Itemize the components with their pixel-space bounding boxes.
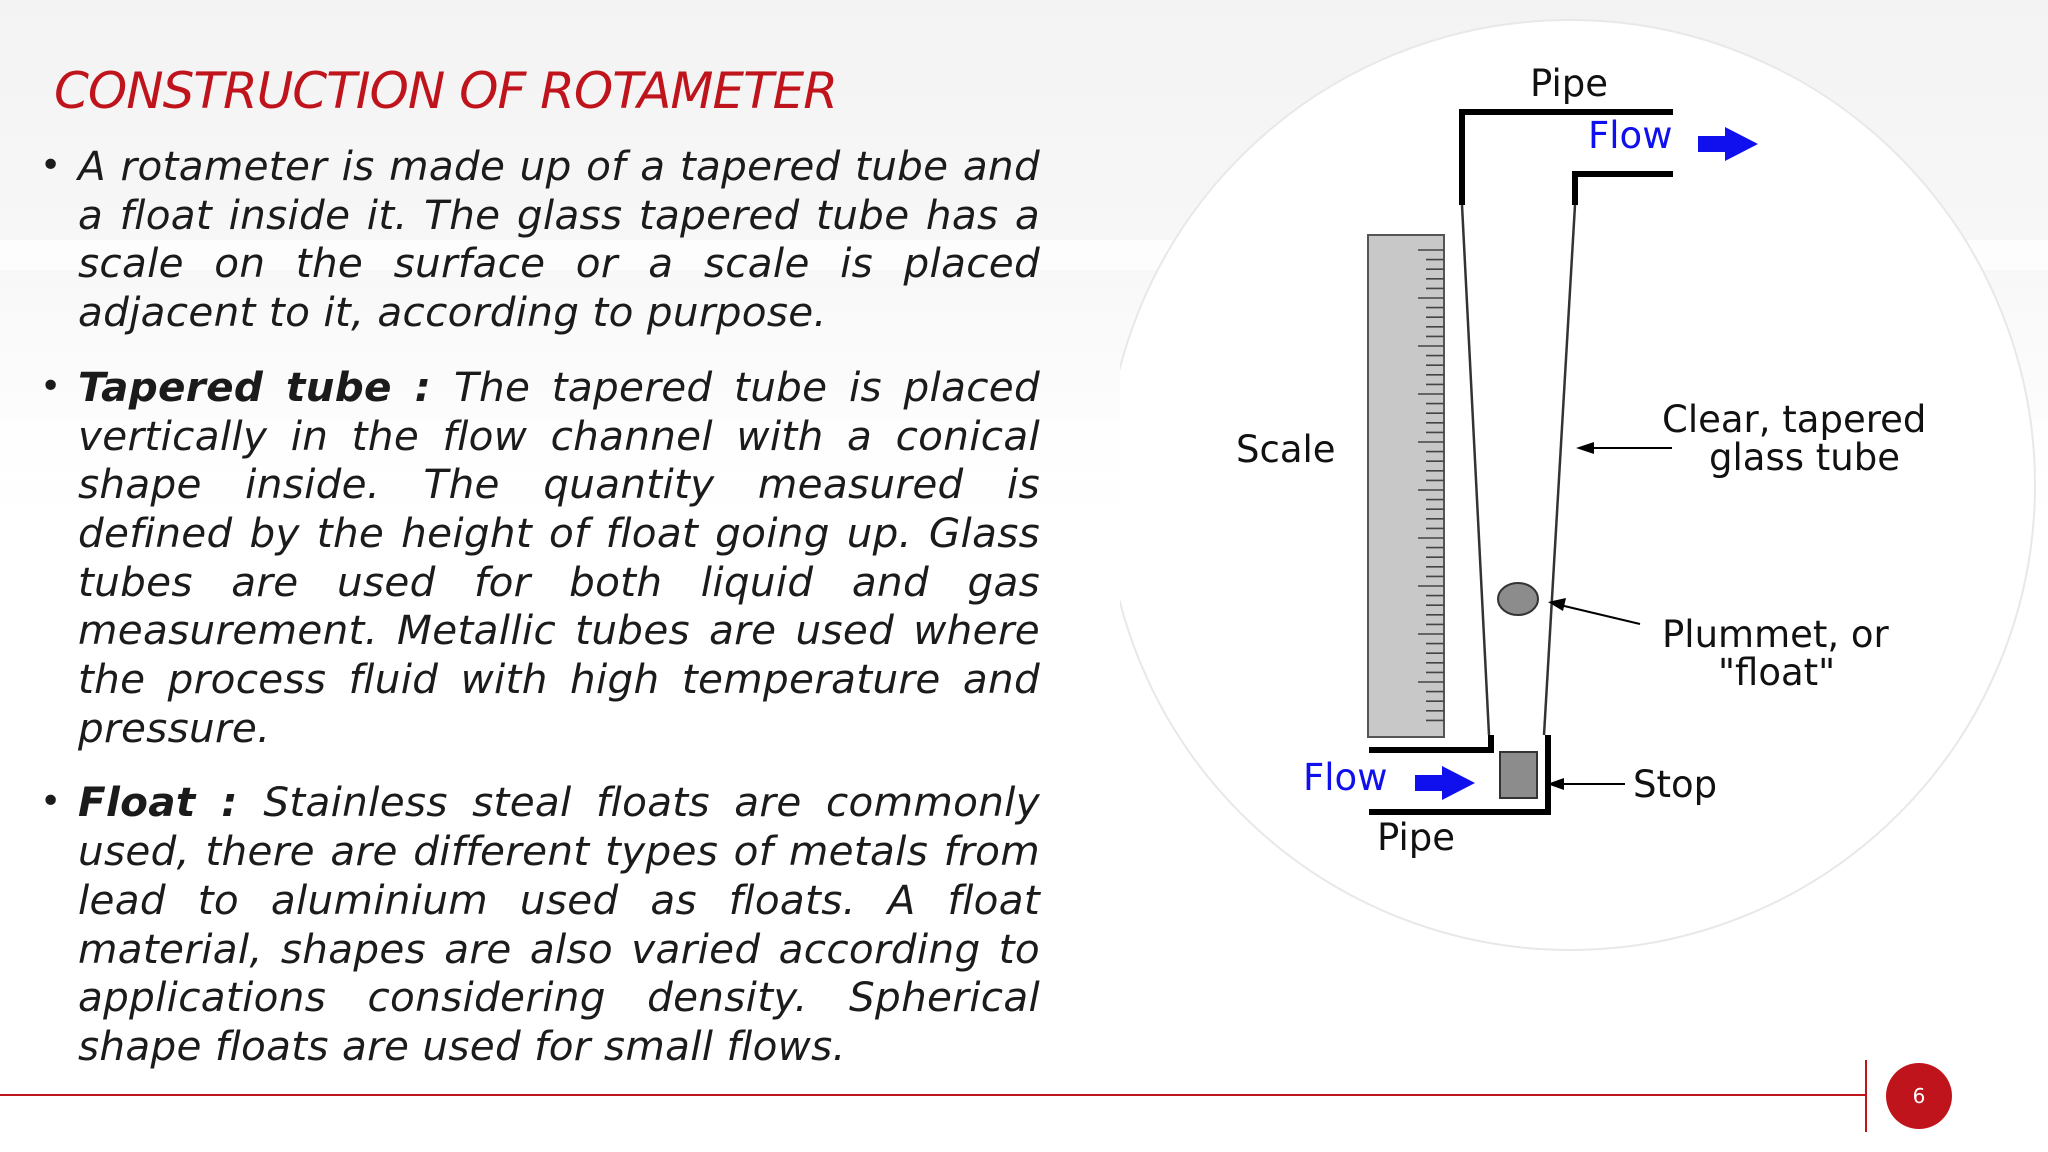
flow-bottom-label: Flow [1303,756,1388,799]
float-label: "float" [1718,651,1836,694]
bullet-dot-icon: • [40,781,62,823]
bullet-dot-icon: • [40,145,62,186]
page-number-badge: 6 [1886,1063,1952,1129]
glass-tube-label: glass tube [1709,436,1900,479]
bullet-list [40,142,1040,1097]
diagram-disc [1120,20,2035,950]
bullet-item [40,142,1040,337]
bullet-heading: Float [78,778,196,827]
rotameter-diagram [1120,0,2048,960]
glass-tube-label: Clear, tapered [1662,398,1927,441]
float-label: Plummet, or [1662,613,1889,656]
bullet-separator: : [391,362,454,411]
bullet-text: The tapered tube is placed vertically in the flow channel with a conical shape inside. The quantity measured is defined by the height of float going up. Glass tubes are used for both liquid and gas measurement. Metallic tubes are used where the process fluid with high temperature and pressure. [78,362,1040,752]
footer-divider [0,1094,1866,1096]
float-ball [1498,583,1538,615]
scale-label: Scale [1236,428,1336,471]
pipe-top-label: Pipe [1530,62,1609,105]
bullet-text: Stainless steal floats are commonly used, there are different types of metals from lead to aluminium used as floats. A float material, shapes are also varied according to applications considering density. Spherical shape floats are used for small flows. [78,778,1041,1070]
bullet-text: A rotameter is made up of a tapered tube and a float inside it. The glass tapered tube has a scale on the surface or a scale is placed adjacent to it, according to purpose. [78,142,1040,337]
stop-label: Stop [1633,763,1718,806]
pipe-bottom-label: Pipe [1377,816,1456,859]
footer-divider-vertical [1865,1060,1867,1132]
bullet-heading: Tapered tube [78,362,392,411]
bullet-item [40,363,1040,753]
bullet-dot-icon: • [40,365,62,407]
bullet-item [40,778,1040,1070]
bullet-separator: : [195,778,264,827]
slide-title: CONSTRUCTION OF ROTAMETER [54,62,838,120]
flow-top-label: Flow [1588,114,1673,157]
scale-bar [1368,235,1444,737]
stop-block [1500,752,1537,798]
